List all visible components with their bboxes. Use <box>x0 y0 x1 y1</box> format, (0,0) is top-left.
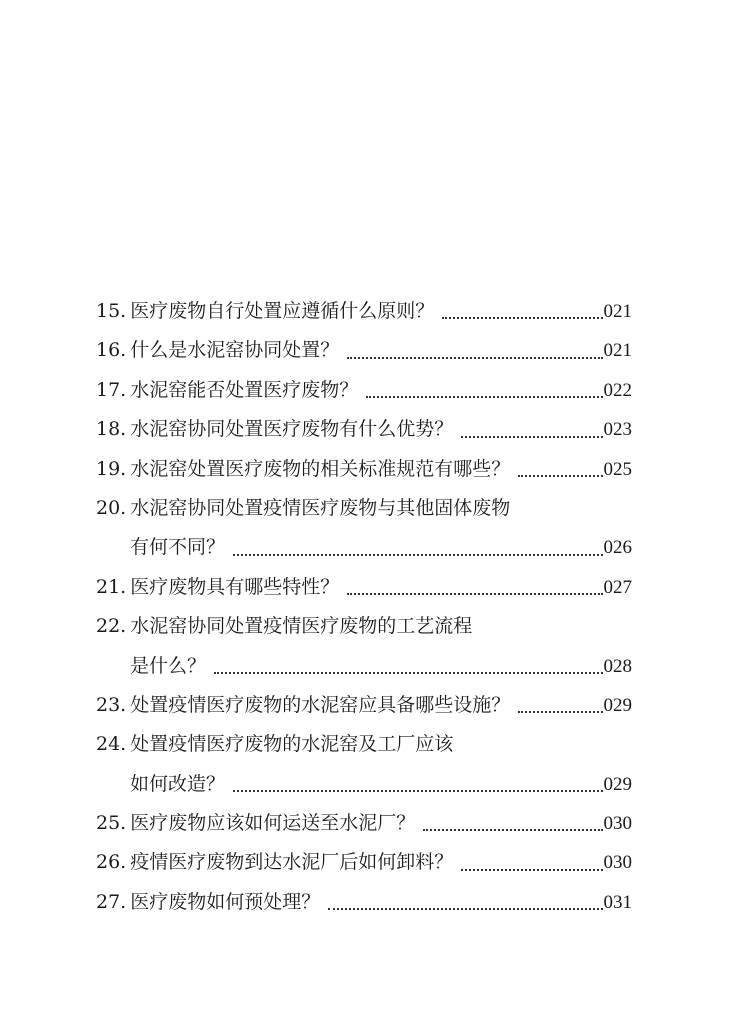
entry-number: 17. <box>96 378 127 401</box>
toc-line <box>96 568 632 607</box>
entry-number: 22. <box>96 615 127 638</box>
toc-entry[interactable] <box>96 607 632 686</box>
toc-entry[interactable] <box>96 804 632 843</box>
toc-line-continued <box>96 765 632 804</box>
dot-leader <box>233 554 602 556</box>
toc-entry[interactable] <box>96 450 632 489</box>
entry-title: 医疗废物具有哪些特性？ <box>130 575 340 598</box>
entry-title: 水泥窑协同处置疫情医疗废物的工艺流程 <box>130 615 473 638</box>
page-number: 030 <box>603 852 632 874</box>
toc-line-continued <box>96 528 632 567</box>
entry-title: 什么是水泥窑协同处置？ <box>130 339 340 362</box>
dot-leader <box>328 908 602 910</box>
page-number: 028 <box>603 655 632 677</box>
dot-leader <box>461 436 602 438</box>
page-number: 030 <box>603 813 632 835</box>
entry-number: 25. <box>96 812 127 835</box>
entry-title-continued: 如何改造？ <box>130 772 226 795</box>
page-number: 027 <box>603 576 632 598</box>
entry-number: 26. <box>96 851 127 874</box>
page-number: 021 <box>603 340 632 362</box>
entry-title: 处置疫情医疗废物的水泥窑应具备哪些设施？ <box>130 693 511 716</box>
toc-entry[interactable] <box>96 686 632 725</box>
toc-line <box>96 804 632 843</box>
entry-number: 27. <box>96 890 127 913</box>
dot-leader <box>423 829 602 831</box>
toc-entry[interactable] <box>96 410 632 449</box>
entry-number: 24. <box>96 733 127 756</box>
toc-line <box>96 331 632 370</box>
toc-line <box>96 292 632 331</box>
dot-leader <box>518 711 602 713</box>
entry-title-continued: 有何不同？ <box>130 536 226 559</box>
dot-leader <box>347 357 602 359</box>
toc-line <box>96 686 632 725</box>
entry-title: 处置疫情医疗废物的水泥窑及工厂应该 <box>130 733 454 756</box>
entry-number: 15. <box>96 300 127 322</box>
toc-line <box>96 843 632 882</box>
entry-number: 21. <box>96 575 127 598</box>
toc-entry[interactable] <box>96 371 632 410</box>
entry-title: 水泥窑能否处置医疗废物？ <box>130 378 359 401</box>
toc-line <box>96 450 632 489</box>
entry-number: 19. <box>96 457 127 480</box>
page-number: 026 <box>603 537 632 559</box>
dot-leader <box>347 593 602 595</box>
entry-title: 水泥窑协同处置疫情医疗废物与其他固体废物 <box>130 496 511 519</box>
toc-entry[interactable] <box>96 489 632 568</box>
toc-line <box>96 410 632 449</box>
entry-title: 疫情医疗废物到达水泥厂后如何卸料？ <box>130 851 454 874</box>
toc-entry[interactable] <box>96 843 632 882</box>
entry-title: 水泥窑处置医疗废物的相关标准规范有哪些？ <box>130 457 511 480</box>
toc-line <box>96 371 632 410</box>
entry-title-continued: 是什么？ <box>130 654 207 677</box>
dot-leader <box>366 396 602 398</box>
entry-number: 23. <box>96 693 127 716</box>
entry-title: 医疗废物自行处置应遵循什么原则？ <box>130 300 435 322</box>
dot-leader <box>461 869 602 871</box>
page-number: 023 <box>603 419 632 441</box>
dot-leader <box>233 790 602 792</box>
toc-line <box>96 725 632 764</box>
page-number: 021 <box>603 301 632 322</box>
dot-leader <box>214 672 602 674</box>
entry-number: 18. <box>96 418 127 441</box>
entry-title: 水泥窑协同处置医疗废物有什么优势？ <box>130 418 454 441</box>
dot-leader <box>442 317 602 319</box>
dot-leader <box>518 475 602 477</box>
toc-line-continued <box>96 647 632 686</box>
entry-title: 医疗废物应该如何运送至水泥厂？ <box>130 812 416 835</box>
toc-entry[interactable] <box>96 331 632 370</box>
toc-entry[interactable] <box>96 568 632 607</box>
table-of-contents <box>96 292 632 922</box>
toc-entry[interactable] <box>96 292 632 331</box>
entry-number: 16. <box>96 339 127 362</box>
page-number: 029 <box>603 694 632 716</box>
page-number: 022 <box>603 379 632 401</box>
toc-line <box>96 607 632 646</box>
toc-line <box>96 489 632 528</box>
entry-number: 20. <box>96 496 127 519</box>
page-number: 029 <box>603 773 632 795</box>
page-number: 031 <box>603 891 632 913</box>
toc-line <box>96 883 632 922</box>
toc-entry[interactable] <box>96 883 632 922</box>
toc-entry[interactable] <box>96 725 632 804</box>
entry-title: 医疗废物如何预处理？ <box>130 890 321 913</box>
page-number: 025 <box>603 458 632 480</box>
